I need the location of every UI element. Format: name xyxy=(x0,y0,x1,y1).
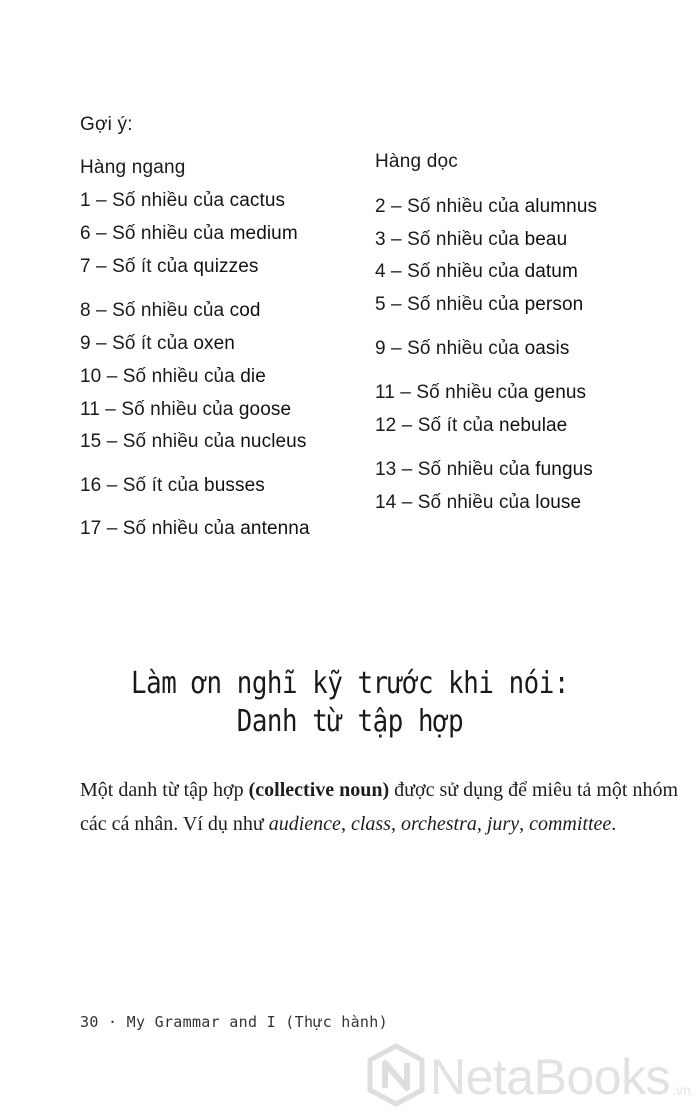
clue-word: fungus xyxy=(535,459,593,480)
across-clue xyxy=(80,256,258,278)
clue-prefix: 4 – Số nhiều của xyxy=(375,261,525,282)
down-clue xyxy=(375,415,567,437)
clue-word: goose xyxy=(238,399,292,420)
paragraph-end: . xyxy=(611,813,617,835)
separator: , xyxy=(390,813,401,835)
down-clue xyxy=(375,261,578,283)
netabooks-logo-icon xyxy=(366,1043,426,1112)
across-clue xyxy=(80,190,285,212)
across-clue xyxy=(80,431,306,453)
clue-word: antenna xyxy=(240,518,310,539)
clue-prefix: 15 – Số nhiều của xyxy=(80,431,241,452)
separator: , xyxy=(340,813,351,835)
clue-prefix: 17 – Số nhiều của xyxy=(80,518,241,539)
down-clue xyxy=(375,459,593,481)
section-paragraph xyxy=(80,773,680,841)
example-word: class xyxy=(350,813,391,835)
down-clue xyxy=(375,382,586,404)
across-clue xyxy=(80,518,310,540)
clue-word: beau xyxy=(524,229,568,250)
clue-word: busses xyxy=(204,475,265,496)
down-clue xyxy=(375,338,569,360)
across-clue xyxy=(80,333,235,355)
clue-prefix: 16 – Số ít của xyxy=(80,475,205,496)
clue-prefix: 7 – Số ít của xyxy=(80,256,194,277)
clue-prefix: 13 – Số nhiều của xyxy=(375,459,536,480)
clue-word: oxen xyxy=(193,333,235,354)
down-clue xyxy=(375,294,583,316)
clue-word: nucleus xyxy=(240,431,307,452)
section-title-line2: Danh từ tập hợp xyxy=(236,704,464,739)
clue-prefix: 2 – Số nhiều của xyxy=(375,196,525,217)
clue-word: datum xyxy=(524,261,578,282)
clue-prefix: 10 – Số nhiều của xyxy=(80,366,241,387)
watermark-suffix: .vn xyxy=(672,1082,691,1098)
clue-word: genus xyxy=(533,382,587,403)
clue-word: cactus xyxy=(229,190,286,211)
clue-word: alumnus xyxy=(524,196,598,217)
clue-prefix: 11 – Số nhiều của xyxy=(375,382,534,403)
page-footer: 30 · My Grammar and I (Thực hành) xyxy=(80,1013,388,1031)
clue-word: medium xyxy=(229,223,298,244)
across-heading: Hàng ngang xyxy=(80,157,186,178)
paragraph-term: (collective noun) xyxy=(248,779,390,801)
clue-prefix: 5 – Số nhiều của xyxy=(375,294,525,315)
example-word: orchestra xyxy=(400,813,477,835)
separator: , xyxy=(476,813,487,835)
clue-word: cod xyxy=(229,300,261,321)
watermark xyxy=(366,1042,691,1112)
across-clue xyxy=(80,300,261,322)
clue-word: person xyxy=(524,294,584,315)
clue-word: nebulae xyxy=(499,415,568,436)
separator: , xyxy=(519,813,530,835)
clue-prefix: 6 – Số nhiều của xyxy=(80,223,230,244)
clue-prefix: 12 – Số ít của xyxy=(375,415,500,436)
watermark-brand: NetaBooks xyxy=(430,1049,671,1105)
example-word: committee xyxy=(529,813,612,835)
down-clue xyxy=(375,492,581,514)
clue-prefix: 9 – Số ít của xyxy=(80,333,194,354)
across-clue xyxy=(80,223,298,245)
clue-word: louse xyxy=(535,492,582,513)
paragraph-text: được sử dụng để miêu tả một nhóm các cá nhân. Ví dụ như xyxy=(80,779,679,835)
clue-word: die xyxy=(240,366,266,387)
clue-word: oasis xyxy=(524,338,570,359)
clue-word: quizzes xyxy=(193,256,259,277)
clue-prefix: 8 – Số nhiều của xyxy=(80,300,230,321)
across-clue xyxy=(80,399,291,421)
section-title-line1: Làm ơn nghĩ kỹ trước khi nói: xyxy=(130,666,569,701)
clue-prefix: 9 – Số nhiều của xyxy=(375,338,525,359)
down-clue xyxy=(375,229,567,251)
hint-title: Gợi ý: xyxy=(80,114,133,135)
down-heading: Hàng dọc xyxy=(375,151,458,172)
paragraph-text: Một danh từ tập hợp xyxy=(80,779,249,801)
clue-prefix: 11 – Số nhiều của xyxy=(80,399,239,420)
example-word: audience xyxy=(268,813,341,835)
across-clue xyxy=(80,475,265,497)
clue-prefix: 14 – Số nhiều của xyxy=(375,492,536,513)
down-clue xyxy=(375,196,597,218)
example-word: jury xyxy=(486,813,520,835)
across-clue xyxy=(80,366,266,388)
clue-prefix: 3 – Số nhiều của xyxy=(375,229,525,250)
clue-prefix: 1 – Số nhiều của xyxy=(80,190,230,211)
